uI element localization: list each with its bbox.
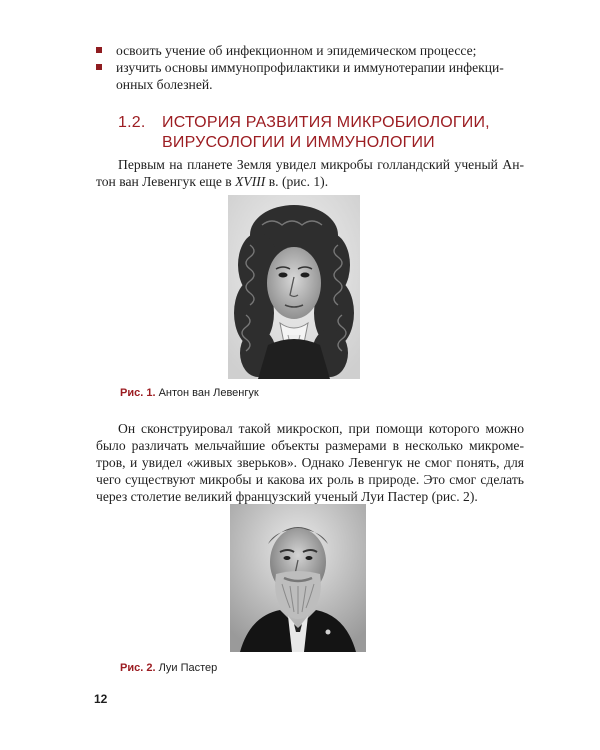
bullet-list (96, 42, 516, 93)
paragraph-intro (96, 156, 524, 190)
century-numeral: XVIII (235, 174, 266, 189)
figure-caption-1 (120, 387, 259, 399)
paragraph-line: Первым на планете Земля увидел микробы голландский ученый Ан- (118, 157, 524, 172)
bullet-text: изучить основы иммунопрофилактики и иммунотерапии инфекци- (116, 60, 504, 75)
paragraph-line (96, 173, 524, 190)
section-title-line1: ИСТОРИЯ РАЗВИТИЯ МИКРОБИОЛОГИИ, (162, 114, 490, 131)
figure-label: Рис. 2. (120, 662, 156, 674)
paragraph-text: тон ван Левенгук еще в (96, 174, 236, 189)
square-bullet-icon (96, 64, 102, 70)
paragraph-line: чего существуют микробы и какова их роль в природе. Это смог сделать (96, 472, 524, 487)
figure-label: Рис. 1. (120, 387, 156, 399)
bullet-item (96, 42, 516, 59)
paragraph-microscope (96, 420, 524, 505)
section-title (162, 113, 522, 153)
bullet-text-continuation: онных болезней. (116, 77, 213, 92)
figure-caption-2 (120, 662, 217, 674)
portrait-leeuwenhoek (228, 195, 360, 379)
square-bullet-icon (96, 47, 102, 53)
pasteur-portrait-image (230, 504, 366, 652)
leeuwenhoek-portrait-image (228, 195, 360, 379)
paragraph-line: тров, и увидел «живых зверьков». Однако Левенгук не смог понять, для (96, 455, 524, 470)
figure-caption-text: Антон ван Левенгук (158, 387, 259, 399)
paragraph-line: было различать мельчайшие объекты размерами в несколько микроме- (96, 438, 524, 453)
section-number: 1.2. (118, 114, 146, 131)
bullet-text: освоить учение об инфекционном и эпидемическом процессе; (116, 43, 477, 58)
portrait-pasteur (230, 504, 366, 652)
bullet-item (96, 59, 516, 93)
section-title-line2: ВИРУСОЛОГИИ И ИММУНОЛОГИИ (162, 134, 435, 151)
page-number: 12 (94, 692, 108, 706)
figure-caption-text: Луи Пастер (158, 662, 218, 674)
paragraph-line: Он сконструировал такой микроскоп, при помощи которого можно (118, 421, 524, 436)
paragraph-line: через столетие великий французский ученый Луи Пастер (рис. 2). (96, 489, 478, 504)
paragraph-text: в. (рис. 1). (265, 174, 329, 189)
